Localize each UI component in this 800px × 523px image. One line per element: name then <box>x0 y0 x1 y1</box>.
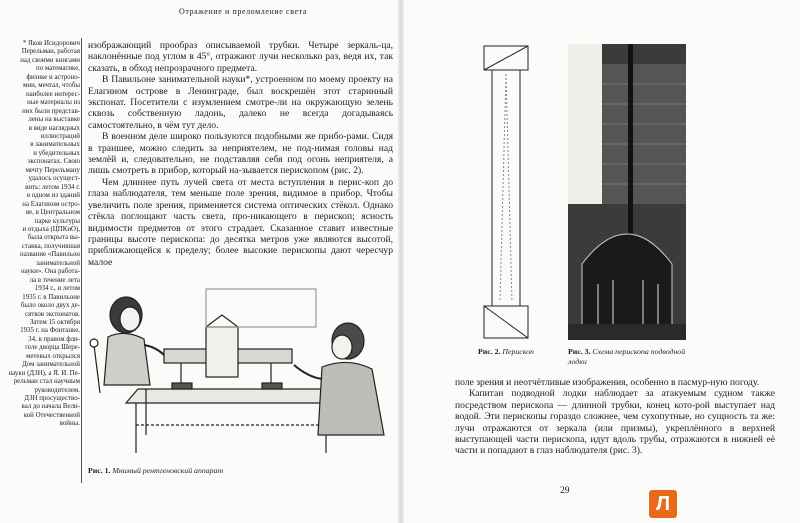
margin-note-line: была открыта вы- <box>27 234 80 242</box>
right-body-text <box>455 377 775 457</box>
margin-note-line: экспонатах. Свою <box>27 158 80 166</box>
left-body-text <box>88 40 393 268</box>
figure-1-illustration <box>86 285 391 455</box>
margin-rule <box>81 38 82 483</box>
margin-note-line: над своими книгами <box>20 56 80 64</box>
margin-note-line: * Яков Исидорович <box>22 40 80 47</box>
caption-number: Рис. 3. <box>568 347 591 356</box>
margin-note-line: мечту Перельману <box>25 166 80 174</box>
caption-text: Перископ <box>502 347 534 356</box>
margin-note-line: науки (ДЗН), а Я. И. Пе- <box>8 369 80 377</box>
figure-3-submarine-periscope-illustration <box>568 44 686 340</box>
margin-note-line: Перельман, работая <box>21 48 80 56</box>
margin-note-line: занимательной <box>36 259 80 267</box>
margin-note-line: физике и астроно- <box>26 73 80 81</box>
margin-note-line: в занимательных <box>30 141 80 149</box>
margin-note-line: парке культуры <box>34 217 80 225</box>
margin-note-line: 34, в правом фли- <box>28 335 80 343</box>
margin-note-line: в одном из зданий <box>26 192 80 200</box>
margin-note-line: в виде наглядных <box>28 124 80 132</box>
margin-note-line: сятков экспонатов. <box>25 310 80 318</box>
margin-note-line: наиболее интерес- <box>25 90 80 98</box>
page-number: 29 <box>560 485 570 496</box>
margin-note-line: рельман стал научным <box>13 378 80 386</box>
margin-note-line: вить: летом 1934 г. <box>25 183 80 191</box>
margin-note-line: удалось осущест- <box>28 175 80 183</box>
margin-note-line: геле дворца Шере- <box>25 344 80 352</box>
paragraph: поле зрения и неотчётливые изображения, особенно в пасмур-ную погоду. <box>455 377 760 388</box>
margin-note-line: ставка, получившая <box>21 242 80 250</box>
margin-note-line: и убедительных <box>33 149 80 157</box>
margin-note-line: Дом занимательной <box>22 361 80 369</box>
margin-note-line: ДЗН просущество- <box>24 395 80 403</box>
figure-3-caption <box>568 347 686 366</box>
margin-note-line: вал до начала Вели- <box>21 403 80 411</box>
figure-2-caption <box>478 347 534 357</box>
margin-note-line: них были представ- <box>22 107 80 115</box>
margin-note-line: на Елагином остро- <box>22 200 80 208</box>
margin-note-line: 1935 г. в Павильоне <box>22 293 80 301</box>
paragraph: В военном деле широко пользуются подобными же прибо-рами. Сидя в траншее, можно следить за неприятелем, не под-нимая головы над землёй и, следовательно, не подставляя себя под огонь неприятеля, а лишь смотреть в прибор, который на-зывается перископом (рис. 2). <box>88 131 393 177</box>
margin-note-line: войны. <box>59 420 80 428</box>
paragraph: изображающий прообраз описываемой трубки. Четыре зеркаль-ца, наклонённые под углом в 45°, отражают лучи несколько раз, ведя их, так сказать, в обход непрозрачного предмета. <box>88 40 393 74</box>
margin-note <box>6 40 80 429</box>
margin-note-line: было около двух де- <box>20 302 80 310</box>
caption-text: Мнимый рентгеновский аппарат <box>112 466 224 475</box>
figure-1-caption <box>88 466 223 476</box>
paragraph: Чем длиннее путь лучей света от места вступления в перис-коп до глаза наблюдателя, тем меньше поле зрения, видимое в прибор. Чтобы увеличить поле зрения, применяется система оптических стёкол. Однако стёкла поглощают часть света, про-никающего в перископ; ясность видимости предметов от этого страдает. Сказанное ставит известные границы высоте перископа: до десятка метров уже являются высотой, приближающейся к пределу; более высокие перископы дают чересчур малое <box>88 176 393 268</box>
paragraph: В Павильоне занимательной науки*, устроенном по моему проекту на Елагином острове в Ленинграде, был воскрешён этот старинный экспонат. Посетители с изумлением смотре-ли на окружающую зелень сквозь собственную ладонь, далеко не всегда догадываясь самостоятельно, в чём тут дело. <box>88 74 393 131</box>
margin-note-line: руководителем. <box>34 386 80 394</box>
margin-note-line: и отдыха (ЦПКиО), <box>22 225 80 233</box>
margin-note-line: 1934 г., и летом <box>34 285 80 293</box>
margin-note-line: ла в течение лета <box>29 276 80 284</box>
margin-note-line: Затем 15 октября <box>29 318 80 326</box>
margin-note-line: по математике, <box>36 65 80 73</box>
margin-note-line: ве, в Центральном <box>25 209 80 217</box>
margin-note-line: кой Отечественной <box>23 411 80 419</box>
publisher-logo <box>649 490 677 518</box>
margin-note-line: ные материалы из <box>27 99 80 107</box>
margin-note-line: лены на выставке <box>28 116 80 124</box>
book-gutter <box>398 0 404 523</box>
margin-note-line: 1935 г. на Фонтанке, <box>20 327 80 335</box>
margin-note-line: науки». Она работа- <box>20 268 80 276</box>
publisher-logo-letter: Л <box>655 493 671 515</box>
margin-note-line: название «Павильон <box>20 251 80 259</box>
margin-note-line: метевых открылся <box>26 352 80 360</box>
paragraph: Капитан подводной лодки наблюдает за атакуемым судном также посредством перископа — длинной трубки, конец кото-рой выступает над водой. Эти перископы гораздо сложнее, чем сухопутные, но сущность та же: лучи отражаются от зеркала (или призмы), укреплённого в верхней выступающей части перископа, идут вдоль трубы, отражаются в нижней её части и попадают в глаз наблюдателя (рис. 3). <box>455 388 775 457</box>
caption-number: Рис. 2. <box>478 347 501 356</box>
caption-number: Рис. 1. <box>88 466 111 475</box>
running-head: Отражение и преломление света <box>178 7 308 16</box>
figure-2-periscope-diagram <box>476 44 536 340</box>
margin-note-line: мии, мечтал, чтобы <box>23 82 80 90</box>
caption-text: Схема перископа подводной лодки <box>568 347 686 366</box>
margin-note-line: иллюстраций <box>40 132 80 140</box>
